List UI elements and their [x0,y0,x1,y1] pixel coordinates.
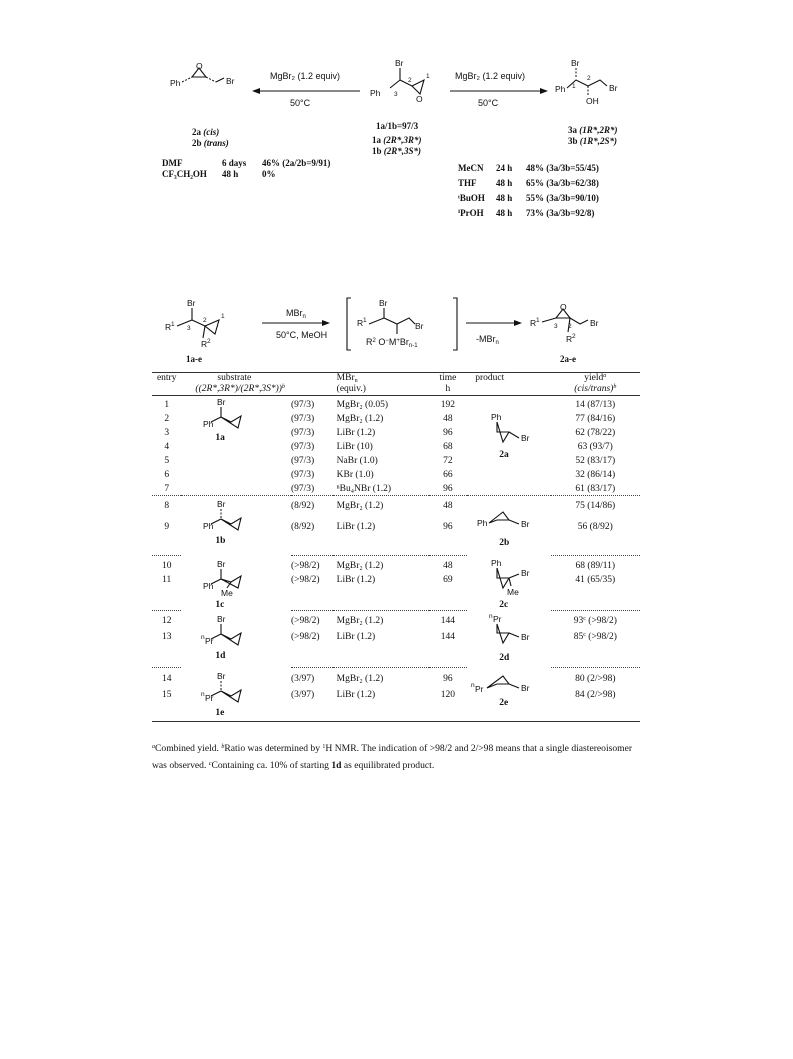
svg-text:R: R [530,318,537,328]
table-row: 1 Br Ph 1a (97/3) MgBr₂ (0.05) 192 Ph Br 2a 14 (87/13) [164,397,616,460]
svg-text:Br: Br [217,558,226,569]
product-label: 2b [499,538,510,548]
product-label: 2a-e [560,354,576,364]
svg-text:Pr: Pr [475,683,484,694]
start-label: 1a-e [186,354,202,364]
substrate-1a-structure [203,396,253,432]
yield-with-note: 93$^c$ (>98/2) [573,616,617,626]
svg-text:1: 1 [536,317,540,324]
svg-text:O: O [560,302,567,312]
substrate-label: 1b [215,536,226,546]
svg-text:Ph: Ph [491,557,502,568]
condition-row: ᵗBuOH 48 h 55% (3a/3b=90/10) [458,193,599,203]
svg-text:Ph: Ph [203,419,214,429]
left-temp: 50°C [290,98,311,108]
results-table [152,372,640,722]
header-time: time [429,373,468,385]
svg-text:R: R [165,322,172,332]
product-2a-structure [489,412,539,448]
svg-text:2: 2 [572,333,576,340]
structure-1a-1b [370,58,440,118]
structure-2a-e [530,302,620,352]
compound-1b-label: 1b (2R*,3S*) [372,146,422,156]
svg-text:Ph: Ph [203,580,214,591]
header-mbr-sub: (equiv.) [333,384,429,396]
svg-text:Ph: Ph [555,84,566,94]
intermediate-label: $R^2$ $O^-M^+Br_{n-1}$ [366,337,418,349]
table-header-subrow [152,384,640,396]
svg-text:Ph: Ph [477,518,488,528]
scheme2-arrow [262,320,332,326]
product-label: 2a [499,450,509,460]
compound-2b-label: 2b (trans) [192,138,229,148]
compound-1a-label: 1a (2R*,3R*) [372,135,422,145]
svg-text:Br: Br [609,83,618,93]
table-row: 13 (>98/2) LiBr (1.2) 144 85$^c$ (>98/2) [152,627,640,668]
svg-text:2: 2 [568,323,572,330]
svg-text:n: n [201,690,206,698]
svg-text:O: O [416,94,423,104]
table-row: 4 (97/3) LiBr (10) 68 63 (93/7) [164,442,613,452]
compound-3b-label: 3b (1R*,2S*) [568,136,618,146]
table-row: 11 (>98/2) LiBr (1.2) 69 41 (65/35) [152,572,640,611]
reaction-arrow-left [252,88,362,94]
svg-text:3: 3 [187,325,191,332]
svg-text:3: 3 [394,91,398,98]
svg-text:Br: Br [521,519,530,529]
table-footnotes: $^a$Combined yield. $^b$Ratio was determined by $^1$H NMR. The indication of >98/2 and 2/>98 means that a single diastereoisomer was observed. $^c$Containing ca. 10% of starting 1d as equilibrated product. [152,743,633,771]
yield-with-note: 85$^c$ (>98/2) [551,627,640,668]
svg-text:Br: Br [521,682,530,693]
substrate-label: 1c [215,599,225,610]
svg-text:R: R [201,339,208,349]
svg-text:1: 1 [363,317,367,324]
structure-2a-2b [170,60,250,100]
svg-text:OH: OH [586,96,599,106]
svg-text:Ph: Ph [491,412,502,422]
left-conditions [162,158,362,180]
scheme2-reagent: MBr$_n$ [286,308,306,320]
svg-text:O: O [196,61,203,71]
condition-row: CF₃CH₂OH 48 h 0% [162,169,276,179]
svg-text:n: n [201,633,206,641]
product-label: 2d [499,652,510,663]
substrate-1c-structure [203,558,253,598]
table-row: 2 (97/3) MgBr₂ (1.2) 48 77 (84/16) [164,414,616,424]
condition-row: ⁱPrOH 48 h 73% (3a/3b=92/8) [458,208,595,218]
svg-text:n: n [489,612,493,620]
table-row: 6 (97/3) KBr (1.0) 66 32 (86/14) [164,470,616,480]
svg-text:Br: Br [571,58,580,68]
svg-text:2: 2 [587,75,591,82]
elimination-arrow [466,320,526,326]
table-row: 9 (8/92) LiBr (1.2) 96 56 (8/92) [152,512,640,556]
substrate-1d-structure [201,613,251,649]
header-mbr: MBr$_n$ [333,373,429,385]
svg-text:Pr: Pr [493,613,502,624]
elimination-label: -MBr$_n$ [476,334,499,346]
condition-row: MeCN 24 h 48% (3a/3b=55/45) [458,163,599,173]
structure-3a-3b [555,58,635,113]
substrate-label: 1a [215,433,225,443]
product-2b-structure [477,512,547,532]
svg-text:3: 3 [554,323,558,330]
compound-3a-label: 3a (1R*,2R*) [568,125,618,135]
svg-text:Br: Br [415,321,424,331]
header-product: product [467,373,550,385]
svg-text:Ph: Ph [170,78,181,88]
svg-text:Br: Br [187,298,196,308]
substrate-1e-structure [201,670,251,706]
svg-text:1: 1 [572,83,576,90]
svg-text:Me: Me [507,586,520,597]
header-yield: yield$^a$ [551,373,640,385]
substrate-1b-structure [203,498,253,534]
table-row: 3 (97/3) LiBr (1.2) 96 62 (78/22) [164,428,616,438]
table-row: 5 (97/3) NaBr (1.0) 72 52 (83/17) [164,456,616,466]
compound-2a-label: 2a (cis) [192,127,220,137]
substrate-label: 1e [215,707,225,718]
header-substrate: substrate [181,373,332,385]
table-row: 7 (97/3) ⁿBu₄NBr (1.2) 96 61 (83/17) [152,481,640,496]
svg-text:1: 1 [171,321,175,328]
substrate-label: 1d [215,650,226,661]
svg-text:2: 2 [203,317,207,324]
right-reagent: MgBr₂ (1.2 equiv) [455,71,526,81]
header-entry: entry [152,373,181,385]
reaction-arrow-right [450,88,550,94]
product-2c-structure [489,558,539,598]
svg-text:Br: Br [395,58,404,68]
svg-text:R: R [357,318,364,328]
ratio-label: 1a/1b=97/3 [376,121,419,131]
header-substrate-sub: $((2R*,3R*)/(2R*,3S*))^b$ [181,384,332,396]
svg-text:Br: Br [217,670,226,681]
product-label: 2c [499,599,509,610]
header-yield-sub: (cis/trans)$^b$ [551,384,640,396]
table-row: 10 Br Ph Me 1c (>98/2) MgBr₂ (1.2) 48 Ph Br Me 2c 68 (89/11) [161,557,616,610]
right-conditions [458,161,658,221]
svg-text:Br: Br [379,298,388,308]
svg-text:1: 1 [426,73,430,80]
svg-text:Br: Br [217,499,226,509]
right-temp: 50°C [478,98,499,108]
condition-row: THF 48 h 65% (3a/3b=62/38) [458,178,599,188]
table-row: 14 Br n Pr 1e (3/97) MgBr₂ (1.2) 96 n Pr Br 2e 80 (2/>98) [161,670,616,718]
svg-text:Ph: Ph [203,521,214,531]
svg-text:Br: Br [217,397,226,407]
svg-text:2: 2 [207,338,211,345]
svg-text:Pr: Pr [205,692,214,703]
svg-text:Br: Br [217,613,226,624]
svg-text:n: n [471,681,475,689]
svg-text:Me: Me [221,587,234,598]
product-2d-structure [489,613,539,649]
header-time-sub: h [429,384,468,396]
scheme2-conditions: 50°C, MeOH [276,330,328,340]
table-row: 8 Br Ph 1b (8/92) MgBr₂ (1.2) 48 Ph Br 2b 75 (14/86) [164,499,616,548]
product-label: 2e [499,697,509,708]
svg-text:Ph: Ph [370,88,381,98]
product-2e-structure [471,676,551,698]
svg-text:Pr: Pr [205,635,214,646]
svg-text:2: 2 [408,77,412,84]
table-header-row [152,373,640,385]
svg-text:Br: Br [521,631,530,642]
svg-text:Br: Br [521,433,530,443]
structure-1a-e [165,298,245,353]
condition-row: DMF 6 days 46% (2a/2b=9/91) [162,158,331,168]
left-reagent: MgBr₂ (1.2 equiv) [270,71,341,81]
svg-text:1: 1 [221,313,225,320]
svg-text:Br: Br [226,76,235,86]
svg-text:R: R [566,334,573,344]
table-row: 15 (3/97) LiBr (1.2) 120 84 (2/>98) [152,685,640,722]
table-row: 12 Br n Pr 1d (>98/2) MgBr₂ (1.2) 144 n Pr Br 2d 93$^c$ (>98/2) [152,611,640,628]
svg-text:Br: Br [521,567,530,578]
svg-text:Br: Br [590,318,599,328]
